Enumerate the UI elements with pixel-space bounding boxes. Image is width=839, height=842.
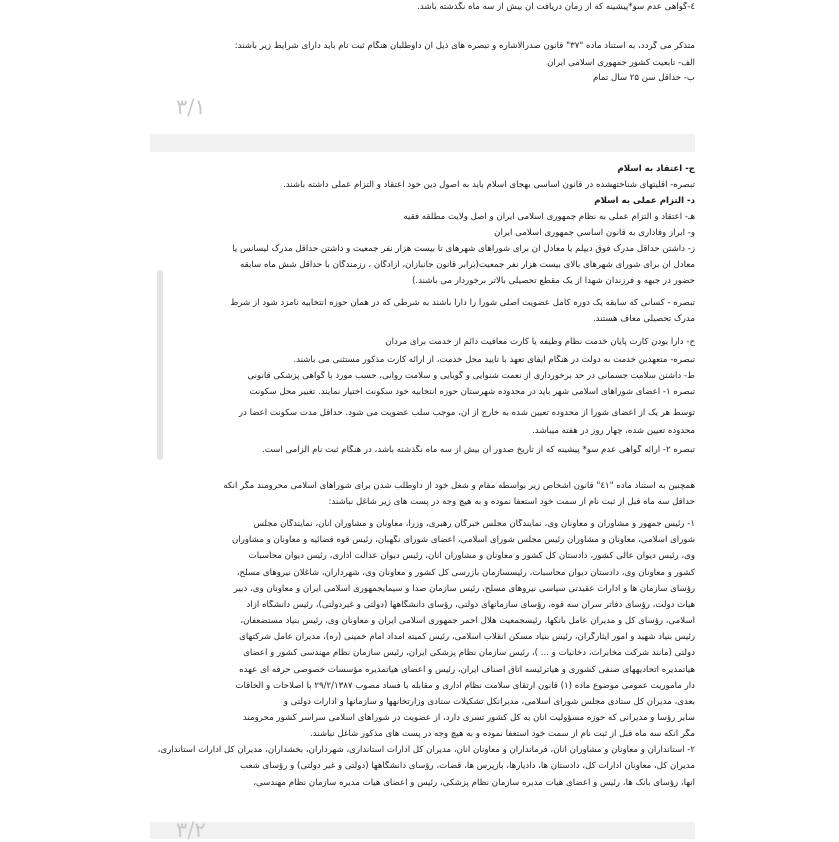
page2-line: کشور و معاونان وی، دادستان دیوان محاسبات، رئیسسازمان بازرسی کل کشور و معاونان وی، شهرداران، شاغلان نیروهای مسلح، bbox=[236, 568, 695, 578]
page2-line: هـ- اعتقاد و التزام عملی به نظام جمهوری اسلامی ایران و اصل ولایت مطلقه فقیه bbox=[403, 212, 695, 222]
page-separator bbox=[150, 134, 695, 152]
page2-line: هیأت دولت، رؤسای دفاتر سران سه قوه، رؤسای سازمانهای دولتی، رؤسای دانشگاهها (دولتی و غیردولتی)، رئیس دانشگاه آزاد bbox=[246, 600, 695, 610]
page2-line: و- ابراز وفاداری به قانون اساسی جمهوری اسلامی ایران bbox=[494, 228, 695, 238]
page1-line-1: ٤-گواهی عدم سو*پیشینه که از زمان دریافت آن بیش از سه ماه نگذشته باشد. bbox=[417, 2, 695, 12]
page2-line: معادل آن برای شورای شهرهای بالای بیست هزار نفر جمعیت(برابر قانون جانبازان، آزادگان ، رزمندگان با حداقل شش ماه سابقه bbox=[240, 260, 695, 270]
page2-line: ج- اعتقاد به اسلام bbox=[617, 164, 695, 174]
page1-line-4: ب- حداقل سن ۲۵ سال تمام bbox=[592, 73, 695, 83]
document-page-1 bbox=[150, 0, 695, 140]
page2-line: دولتی (مانند شرکت مخابرات، دخانیات و ... )، رئیس سازمان نظام پزشکی ایران، رئیس سازمان نظام مهندسی کشور و اعضای bbox=[243, 648, 695, 658]
page2-line: آنها، رؤسای بانک ها، رئیس و اعضای هیأت مدیره سازمان نظام پزشکی، رئیس و اعضای هیأت مدیره سازمان نظام مهندسی، bbox=[253, 778, 695, 788]
page-number-2: ۳/۲ bbox=[176, 818, 206, 842]
page2-line: محدوده تعیین شده، چهار روز در هفته میباشد. bbox=[532, 426, 695, 436]
page2-line: ٢- استانداران و معاونان و مشاوران آنان، فرمانداران و معاونان آنان، مدیران کل ادارات استانداری، شهرداران، بخشداران، مدیران کل ادارات استانداری، bbox=[157, 745, 695, 755]
page2-line: اسلامی، رؤسای کل و مدیران عامل بانکها، رئیسجمعیت هلال احمر جمهوری اسلامی ایران و معاونان وی، رئیس بنیاد مستضعفان، bbox=[240, 616, 695, 626]
page-separator-2 bbox=[150, 822, 695, 839]
page2-line: همچنین به استناد ماده "٤١" قانون اشخاص زیر بواسطه مقام و شغل خود از داوطلب شدن برای شوراهای اسلامی محرومند مگر آنکه bbox=[223, 481, 695, 491]
page2-line: رئیس بنیاد شهید و امور ایثارگران، رئیس بنیاد مسکن انقلاب اسلامی، رئیس کمیته امداد امام خمینی (ره)، مدیران عامل شرکتهای bbox=[239, 632, 695, 642]
page2-line: مدرک تحصیلی معاف هستند. bbox=[592, 314, 695, 324]
page2-line: ح- دارا بودن کارت پایان خدمت نظام وظیفه یا کارت معافیت دائم از خدمت برای مردان bbox=[385, 337, 695, 347]
page-number-1: ۳/۱ bbox=[176, 95, 206, 119]
page2-line: حضور در جبهه و فرزندان شهدا از یک مقطع تحصیلی بالاتر برخوردار می باشند.) bbox=[412, 276, 695, 286]
page2-line: دار مأموریت عمومی موضوع ماده (١) قانون ارتقای سلامت نظام اداری و مقابله با فساد مصوب ٢٩/٢/١٣٨٧ با اصلاحات و الحاقات bbox=[235, 681, 695, 691]
page2-line: تبصره ٢- ارائه گواهی عدم سو* پیشینه که از تاریخ صدور آن بیش از سه ماه نگذشته باشد، در هنگام ثبت نام الزامی است. bbox=[261, 445, 695, 455]
page2-line: مگر آنکه سه ماه قبل از ثبت نام از سمت خود استعفا نموده و به هیچ وجه در پست های مذکور شاغل نباشند. bbox=[310, 729, 695, 739]
page2-line: سایر رؤسا و مدیرانی که حوزه مسؤولیت آنان به کل کشور تسری دارد، از عضویت در شوراهای اسلامی سراسر کشور محرومند bbox=[242, 713, 695, 723]
page2-line: شورای اسلامی، معاونان و مشاوران رئیس مجلس شورای اسلامی، اعضای شورای نگهبان، رئیس قوه قضائیه و معاونان و مشاوران bbox=[232, 535, 695, 545]
page2-line: رؤسای سازمان ها و ادارات عقیدتی سیاسی نیروهای مسلح، رئیس سازمان صدا و سیمایجمهوری اسلامی ایران و معاونان وی، دبیر bbox=[233, 584, 695, 594]
page2-line: ز- داشتن حداقل مدرک فوق دیپلم یا معادل آن برای شوراهای شهرهای تا بیست هزار نفر جمعیت و داشتن حداقل مدرک لیسانس یا bbox=[232, 244, 695, 254]
page2-line: مدیران کل، معاونان ادارات کل، دادستان ها، دادیارها، بازپرس ها، قضات، رؤسای دانشگاهها (دولتی و غیر دولتی) و رؤسای شعب bbox=[240, 761, 695, 771]
page2-line: ١- رئیس جمهور و مشاوران و معاونان وی، نمایندگان مجلس خبرگان رهبری، وزرا، معاونان و مشاوران آنان، نمایندگان مجلس bbox=[253, 519, 695, 529]
page1-line-2: متذکر می گردد، به استناد ماده "۳۷" قانون صدرالاشاره و تبصره های ذیل آن داوطلبان هنگام ثبت نام باید دارای شرایط زیر باشند: bbox=[234, 41, 695, 51]
page2-line: تبصره- متعهدین خدمت به دولت در هنگام ایفای تعهد با تأیید محل خدمت، از ارائه کارت مذکور مستثنی می باشند. bbox=[293, 355, 695, 365]
page2-line: حداقل سه ماه قبل از ثبت نام از سمت خود استعفا نموده و به هیچ وجه در پست های زیر شاغل نباشند: bbox=[328, 497, 695, 507]
page2-line: وی، رئیس دیوان عالی کشور، دادستان کل کشور و معاونان و مشاوران آنان، رئیس دیوان عدالت اداری، رئیس دیوان محاسبات bbox=[248, 551, 695, 561]
document-page-2 bbox=[150, 152, 695, 822]
page2-line: تبصره ١- اعضای شوراهای اسلامی شهر باید در محدوده شهرستان حوزه انتخابیه خود سکونت اختیار نمایند. تغییر محل سکونت bbox=[249, 387, 695, 397]
page2-line: تبصره - کسانی که سابقه یک دوره کامل عضویت اصلی شورا را دارا باشند به شرطی که در همان حوزه انتخابیه نامزد شود از شرط bbox=[230, 298, 695, 308]
page2-line: ط- داشتن سلامت جسمانی در حد برخورداری از نعمت شنوایی و گویایی و سلامت روانی، حسب مورد با گواهی پزشکی قانونی bbox=[247, 371, 695, 381]
page2-line: تبصره- اقلیتهای شناختهشده در قانون اساسی بهجای اسلام باید به اصول دین خود اعتقاد و التزام عملی داشته باشند. bbox=[283, 180, 695, 190]
page1-line-3: الف- تابعیت کشور جمهوری اسلامی ایران bbox=[547, 58, 695, 68]
page2-line: د- التزام عملی به اسلام bbox=[594, 196, 695, 206]
page2-line: بعدی، مدیران کل ستادی مجلس شورای اسلامی، مدیرانکل تشکیلات ستادی وزارتخانهها و سازمانها و ادارات دولتی و bbox=[283, 697, 695, 707]
page2-line: توسط هر یک از اعضای شورا از محدوده تعیین شده به خارج از آن، موجب سلب عضویت می شود. حداقل مدت سکونت اعضا در bbox=[238, 408, 695, 418]
scrollbar[interactable] bbox=[157, 270, 163, 460]
page2-line: هیأتمدیره اتحادیههای صنفی کشوری و هیأترئیسه اتاق اصناف ایران، رئیس و اعضای هیأتمدیره مؤسسات خصوصی حرفه ای عهده bbox=[239, 665, 695, 675]
